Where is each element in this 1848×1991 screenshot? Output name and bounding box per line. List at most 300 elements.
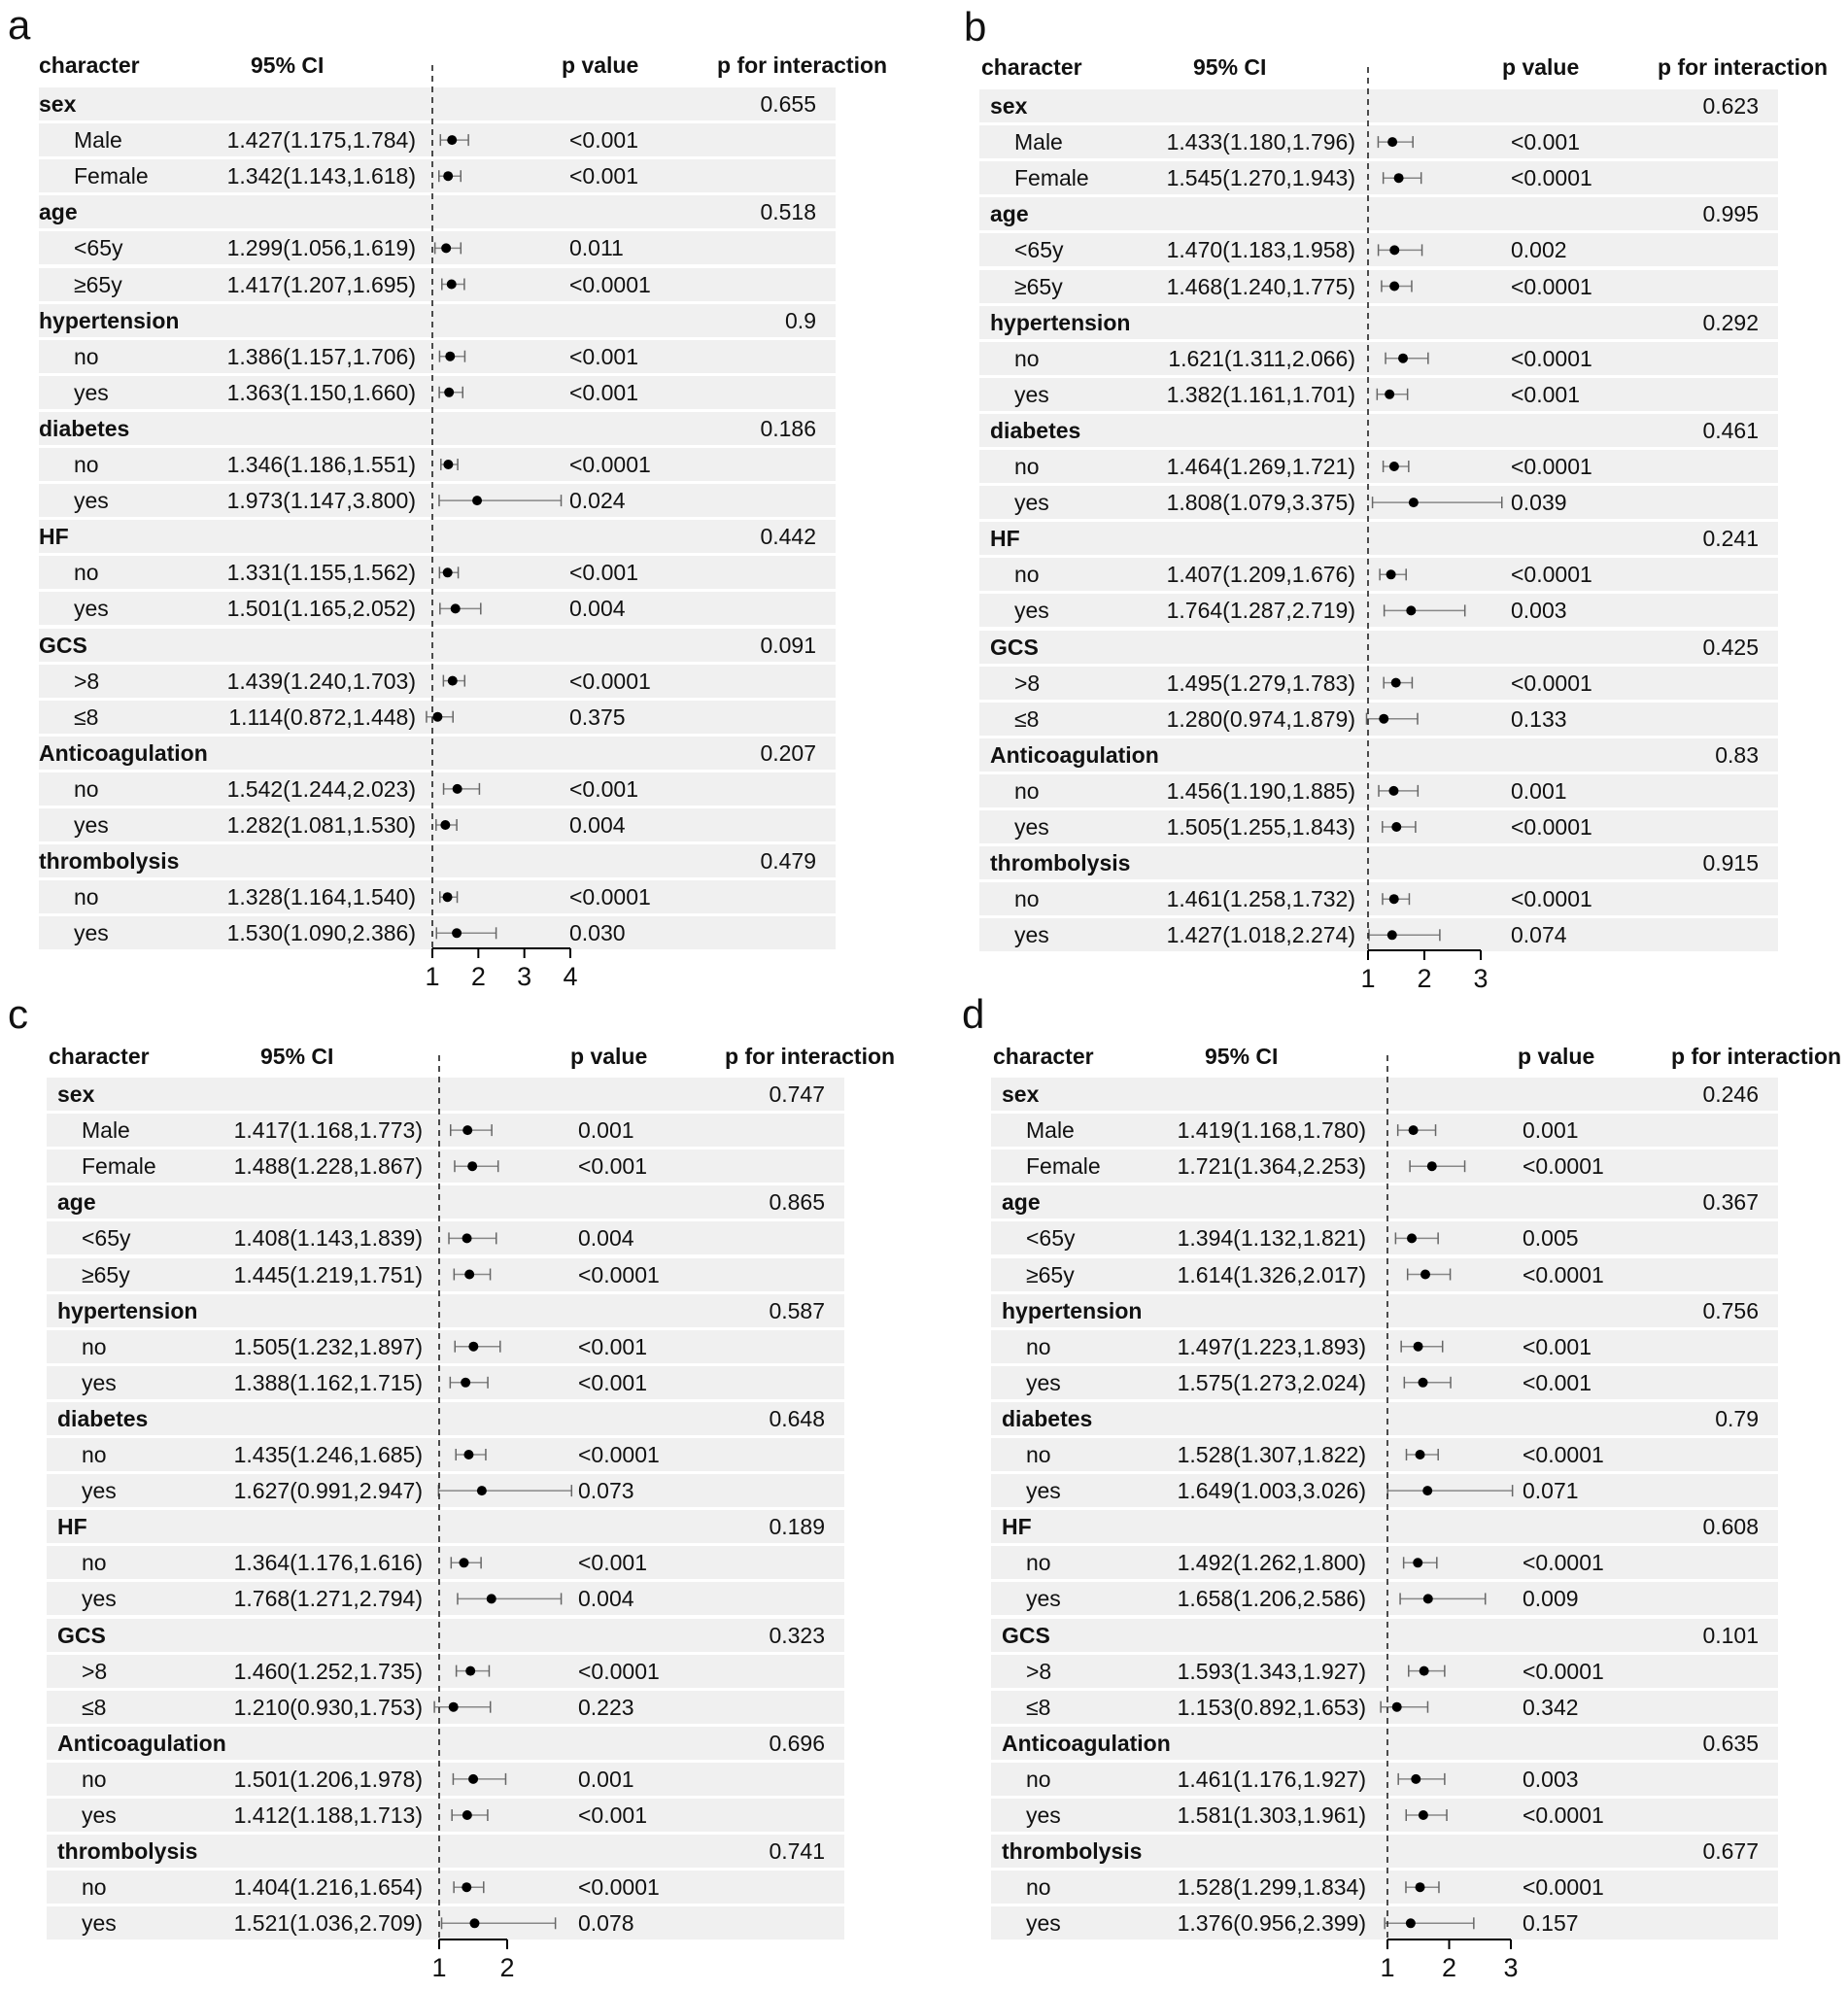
subgroup-label: ≥65y: [1014, 273, 1063, 299]
point-estimate: [1389, 894, 1399, 904]
p-value: 0.004: [578, 1225, 634, 1252]
estimate-ci: 1.764(1.287,2.719): [1166, 598, 1355, 624]
estimate-ci: 1.153(0.892,1.653): [1177, 1694, 1366, 1720]
p-value: <0.001: [569, 775, 638, 802]
item-row-background: [991, 1871, 1778, 1904]
subgroup-label: <65y: [74, 235, 123, 261]
estimate-ci: 1.412(1.188,1.713): [233, 1802, 423, 1828]
item-row-background: [47, 1438, 844, 1471]
subgroup-label: yes: [1014, 598, 1049, 624]
item-row-background: [979, 161, 1778, 194]
estimate-ci: 1.528(1.307,1.822): [1177, 1442, 1366, 1467]
estimate-ci: 1.461(1.176,1.927): [1177, 1766, 1366, 1792]
point-estimate: [461, 1378, 470, 1388]
panel-label: d: [962, 991, 985, 1037]
point-estimate: [1414, 1342, 1423, 1352]
point-estimate: [1413, 1558, 1422, 1567]
estimate-ci: 1.346(1.186,1.551): [226, 452, 416, 477]
estimate-ci: 1.505(1.255,1.843): [1166, 814, 1355, 840]
p-value: 0.004: [569, 812, 626, 838]
estimate-ci: 1.433(1.180,1.796): [1166, 129, 1355, 155]
subgroup-label: ≤8: [1026, 1694, 1051, 1720]
point-estimate: [447, 280, 457, 290]
header-95ci: 95% CI: [1193, 54, 1267, 80]
estimate-ci: 1.627(0.991,2.947): [233, 1478, 423, 1504]
p-value: <0.0001: [1511, 814, 1592, 840]
p-interaction-value: 0.587: [769, 1297, 825, 1323]
item-row-background: [39, 772, 836, 806]
estimate-ci: 1.545(1.270,1.943): [1166, 165, 1355, 191]
point-estimate: [467, 1161, 477, 1171]
p-value: <0.0001: [569, 271, 651, 297]
estimate-ci: 1.376(0.956,2.399): [1177, 1910, 1366, 1937]
group-label: Anticoagulation: [1002, 1730, 1171, 1756]
estimate-ci: 1.364(1.176,1.616): [233, 1550, 423, 1576]
subgroup-label: Female: [1014, 165, 1089, 191]
point-estimate: [1389, 282, 1399, 292]
item-row-background: [979, 667, 1778, 700]
item-row-background: [991, 1582, 1778, 1615]
p-value: <0.0001: [1523, 1550, 1604, 1576]
p-value: <0.001: [578, 1369, 647, 1395]
point-estimate: [464, 1270, 474, 1280]
group-label: sex: [990, 93, 1028, 119]
group-label: HF: [990, 526, 1020, 552]
point-estimate: [1379, 714, 1388, 724]
p-interaction-value: 0.83: [1715, 741, 1759, 768]
group-label: thrombolysis: [1002, 1838, 1143, 1865]
estimate-ci: 1.501(1.165,2.052): [226, 596, 416, 622]
estimate-ci: 1.363(1.150,1.660): [226, 379, 416, 405]
estimate-ci: 1.382(1.161,1.701): [1166, 381, 1355, 407]
point-estimate: [443, 460, 453, 469]
subgroup-label: yes: [1026, 1478, 1061, 1504]
subgroup-label: no: [1026, 1766, 1051, 1792]
point-estimate: [1407, 1233, 1417, 1243]
group-label: diabetes: [1002, 1405, 1093, 1431]
estimate-ci: 1.331(1.155,1.562): [226, 560, 416, 586]
estimate-ci: 1.721(1.364,2.253): [1177, 1153, 1366, 1180]
point-estimate: [1416, 1450, 1425, 1459]
point-estimate: [477, 1486, 487, 1495]
point-estimate: [1420, 1270, 1430, 1280]
item-row-background: [47, 1546, 844, 1579]
point-estimate: [1391, 822, 1401, 832]
subgroup-label: no: [1026, 1874, 1051, 1901]
subgroup-label: no: [1026, 1550, 1051, 1576]
estimate-ci: 1.342(1.143,1.618): [226, 163, 416, 189]
point-estimate: [469, 1918, 479, 1928]
estimate-ci: 1.394(1.132,1.821): [1177, 1225, 1366, 1252]
item-row-background: [39, 123, 836, 156]
header-p-interaction: p for interaction: [1671, 1044, 1842, 1069]
p-interaction-value: 0.442: [760, 524, 816, 550]
header-p-interaction: p for interaction: [725, 1044, 896, 1069]
point-estimate: [462, 1233, 472, 1243]
group-label: hypertension: [990, 309, 1131, 335]
header-95ci: 95% CI: [251, 52, 325, 78]
point-estimate: [463, 1450, 473, 1459]
p-interaction-value: 0.696: [769, 1730, 825, 1756]
estimate-ci: 1.530(1.090,2.386): [226, 920, 416, 946]
point-estimate: [451, 603, 461, 613]
item-row-background: [979, 270, 1778, 303]
p-interaction-value: 0.995: [1702, 201, 1759, 227]
subgroup-label: no: [82, 1333, 107, 1359]
p-value: <0.001: [578, 1550, 647, 1576]
p-value: <0.0001: [1511, 165, 1592, 191]
subgroup-label: yes: [74, 488, 109, 514]
p-value: <0.0001: [1523, 1442, 1604, 1467]
group-label: HF: [1002, 1514, 1032, 1540]
p-value: <0.001: [569, 127, 638, 154]
x-tick-label: 2: [1417, 964, 1432, 993]
item-row-background: [991, 1763, 1778, 1796]
p-value: <0.0001: [578, 1442, 660, 1467]
point-estimate: [462, 1810, 472, 1820]
p-value: <0.001: [1511, 129, 1580, 155]
point-estimate: [1416, 1882, 1425, 1892]
point-estimate: [1422, 1486, 1432, 1495]
p-value: <0.0001: [578, 1874, 660, 1901]
estimate-ci: 1.492(1.262,1.800): [1177, 1550, 1366, 1576]
subgroup-label: >8: [1014, 669, 1041, 696]
subgroup-label: Male: [74, 127, 122, 154]
point-estimate: [1420, 1666, 1429, 1676]
estimate-ci: 1.614(1.326,2.017): [1177, 1261, 1366, 1287]
group-label: sex: [1002, 1081, 1040, 1107]
estimate-ci: 1.464(1.269,1.721): [1166, 454, 1355, 479]
header-character: character: [981, 54, 1082, 80]
item-row-background: [47, 1799, 844, 1832]
subgroup-label: no: [82, 1550, 107, 1576]
estimate-ci: 1.505(1.232,1.897): [233, 1333, 423, 1359]
estimate-ci: 1.542(1.244,2.023): [226, 775, 416, 802]
subgroup-label: no: [1014, 562, 1040, 588]
estimate-ci: 1.808(1.079,3.375): [1166, 490, 1355, 516]
group-label: hypertension: [39, 307, 180, 333]
group-label: GCS: [1002, 1622, 1050, 1648]
header-p-value: p value: [1502, 54, 1580, 80]
point-estimate: [459, 1558, 468, 1567]
item-row-background: [47, 1150, 844, 1183]
p-interaction-value: 0.091: [760, 632, 816, 658]
item-row-background: [991, 1221, 1778, 1254]
p-value: <0.001: [1511, 381, 1580, 407]
estimate-ci: 1.404(1.216,1.654): [233, 1874, 423, 1901]
p-value: <0.001: [578, 1153, 647, 1180]
header-p-interaction: p for interaction: [1658, 54, 1829, 80]
point-estimate: [487, 1594, 496, 1603]
point-estimate: [1409, 1125, 1419, 1135]
p-value: <0.0001: [1523, 1874, 1604, 1901]
estimate-ci: 1.649(1.003,3.026): [1177, 1478, 1366, 1504]
group-label: GCS: [990, 634, 1039, 660]
x-tick-label: 2: [1441, 1953, 1457, 1982]
p-value: 0.004: [569, 596, 626, 622]
subgroup-label: no: [74, 775, 99, 802]
point-estimate: [432, 712, 442, 722]
p-value: 0.157: [1523, 1910, 1579, 1937]
item-row-background: [979, 558, 1778, 591]
p-interaction-value: 0.246: [1702, 1081, 1759, 1107]
item-row-background: [39, 159, 836, 192]
subgroup-label: no: [74, 560, 99, 586]
group-label: Anticoagulation: [39, 739, 208, 766]
point-estimate: [1406, 605, 1416, 615]
item-row-background: [39, 376, 836, 409]
p-interaction-value: 0.741: [769, 1838, 825, 1865]
point-estimate: [1398, 354, 1408, 363]
item-row-background: [991, 1366, 1778, 1399]
point-estimate: [1392, 1702, 1402, 1712]
point-estimate: [1394, 173, 1404, 183]
subgroup-label: yes: [1026, 1910, 1061, 1937]
p-value: <0.0001: [1523, 1153, 1604, 1180]
point-estimate: [1423, 1594, 1433, 1603]
p-interaction-value: 0.756: [1702, 1297, 1759, 1323]
group-label: diabetes: [990, 417, 1081, 443]
estimate-ci: 1.435(1.246,1.685): [233, 1442, 423, 1467]
point-estimate: [453, 784, 462, 794]
group-label: hypertension: [57, 1297, 198, 1323]
p-value: <0.0001: [569, 668, 651, 694]
x-tick-label: 1: [431, 1953, 447, 1982]
group-label: thrombolysis: [39, 848, 180, 875]
item-row-background: [979, 342, 1778, 375]
p-interaction-value: 0.323: [769, 1622, 825, 1648]
point-estimate: [1386, 569, 1396, 579]
estimate-ci: 1.460(1.252,1.735): [233, 1658, 423, 1684]
header-character: character: [39, 52, 140, 78]
point-estimate: [1427, 1161, 1437, 1171]
estimate-ci: 1.497(1.223,1.893): [1177, 1333, 1366, 1359]
subgroup-label: yes: [74, 812, 109, 838]
item-row-background: [47, 1114, 844, 1147]
estimate-ci: 1.280(0.974,1.879): [1166, 705, 1355, 732]
item-row-background: [991, 1330, 1778, 1363]
subgroup-label: ≥65y: [82, 1261, 130, 1287]
point-estimate: [468, 1342, 478, 1352]
subgroup-label: ≥65y: [1026, 1261, 1075, 1287]
group-label: sex: [57, 1081, 95, 1107]
item-row-background: [47, 1582, 844, 1615]
group-label: Anticoagulation: [990, 741, 1159, 768]
p-value: 0.223: [578, 1694, 634, 1720]
p-value: 0.024: [569, 488, 626, 514]
subgroup-label: Male: [1014, 129, 1063, 155]
estimate-ci: 1.210(0.930,1.753): [233, 1694, 423, 1720]
item-row-background: [991, 1474, 1778, 1507]
point-estimate: [1388, 786, 1398, 796]
subgroup-label: no: [74, 452, 99, 477]
estimate-ci: 1.417(1.168,1.773): [233, 1117, 423, 1144]
subgroup-label: no: [82, 1874, 107, 1901]
item-row-background: [991, 1258, 1778, 1291]
group-label: age: [39, 199, 78, 225]
point-estimate: [448, 676, 458, 686]
p-value: 0.078: [578, 1910, 634, 1937]
subgroup-label: yes: [82, 1802, 117, 1828]
subgroup-label: Female: [74, 163, 149, 189]
point-estimate: [1419, 1378, 1428, 1388]
subgroup-label: ≤8: [74, 704, 99, 730]
point-estimate: [441, 243, 451, 253]
estimate-ci: 1.328(1.164,1.540): [226, 884, 416, 910]
panel-label: c: [8, 991, 28, 1037]
item-row-background: [979, 594, 1778, 627]
p-interaction-value: 0.189: [769, 1514, 825, 1540]
point-estimate: [1385, 390, 1394, 399]
group-label: hypertension: [1002, 1297, 1143, 1323]
p-value: <0.001: [569, 560, 638, 586]
group-label: diabetes: [57, 1405, 149, 1431]
p-value: 0.030: [569, 920, 626, 946]
estimate-ci: 1.495(1.279,1.783): [1166, 669, 1355, 696]
item-row-background: [991, 1799, 1778, 1832]
estimate-ci: 1.299(1.056,1.619): [226, 235, 416, 261]
subgroup-label: yes: [82, 1910, 117, 1937]
p-interaction-value: 0.635: [1702, 1730, 1759, 1756]
group-label: age: [57, 1189, 96, 1216]
item-row-background: [39, 448, 836, 481]
subgroup-label: ≥65y: [74, 271, 122, 297]
p-interaction-value: 0.461: [1702, 417, 1759, 443]
p-value: <0.0001: [1511, 886, 1592, 912]
group-label: HF: [39, 524, 69, 550]
header-character: character: [49, 1044, 150, 1069]
subgroup-label: yes: [82, 1478, 117, 1504]
p-interaction-value: 0.207: [760, 739, 816, 766]
x-tick-label: 3: [1473, 964, 1489, 993]
group-label: thrombolysis: [57, 1838, 198, 1865]
subgroup-label: >8: [82, 1658, 108, 1684]
p-value: <0.001: [569, 163, 638, 189]
item-row-background: [47, 1366, 844, 1399]
x-tick-label: 1: [1360, 964, 1376, 993]
header-95ci: 95% CI: [260, 1044, 334, 1069]
p-value: 0.001: [1523, 1117, 1579, 1144]
p-value: <0.001: [578, 1333, 647, 1359]
p-value: 0.011: [569, 235, 624, 261]
item-row-background: [39, 665, 836, 698]
item-row-background: [47, 1655, 844, 1688]
item-row-background: [39, 592, 836, 625]
item-row-background: [47, 1871, 844, 1904]
p-value: 0.071: [1523, 1478, 1579, 1504]
header-p-value: p value: [562, 52, 639, 78]
estimate-ci: 1.528(1.299,1.834): [1177, 1874, 1366, 1901]
point-estimate: [445, 352, 455, 361]
group-label: HF: [57, 1514, 87, 1540]
panel-label: a: [8, 2, 31, 48]
p-interaction-value: 0.241: [1702, 526, 1759, 552]
estimate-ci: 1.468(1.240,1.775): [1166, 273, 1355, 299]
group-label: GCS: [39, 632, 87, 658]
p-value: 0.039: [1511, 490, 1567, 516]
subgroup-label: yes: [74, 596, 109, 622]
subgroup-label: yes: [1014, 490, 1049, 516]
p-value: 0.133: [1511, 705, 1567, 732]
p-value: 0.003: [1523, 1766, 1579, 1792]
estimate-ci: 1.973(1.147,3.800): [226, 488, 416, 514]
estimate-ci: 1.575(1.273,2.024): [1177, 1369, 1366, 1395]
estimate-ci: 1.445(1.219,1.751): [233, 1261, 423, 1287]
p-value: <0.001: [1523, 1369, 1591, 1395]
point-estimate: [1419, 1810, 1428, 1820]
p-interaction-value: 0.648: [769, 1405, 825, 1431]
x-tick-label: 3: [1503, 1953, 1519, 1982]
subgroup-label: yes: [1014, 381, 1049, 407]
p-interaction-value: 0.479: [760, 848, 816, 875]
p-value: 0.001: [578, 1766, 634, 1792]
estimate-ci: 1.658(1.206,2.586): [1177, 1586, 1366, 1612]
p-value: <0.0001: [578, 1261, 660, 1287]
x-tick-label: 4: [563, 962, 578, 991]
item-row-background: [991, 1150, 1778, 1183]
x-tick-label: 2: [470, 962, 486, 991]
p-interaction-value: 0.101: [1702, 1622, 1759, 1648]
p-value: 0.375: [569, 704, 626, 730]
point-estimate: [1409, 498, 1419, 507]
estimate-ci: 1.461(1.258,1.732): [1166, 886, 1355, 912]
subgroup-label: no: [1014, 777, 1040, 804]
subgroup-label: <65y: [1014, 237, 1064, 263]
p-value: 0.073: [578, 1478, 634, 1504]
estimate-ci: 1.114(0.872,1.448): [228, 704, 416, 730]
point-estimate: [1387, 930, 1397, 940]
estimate-ci: 1.417(1.207,1.695): [226, 271, 416, 297]
estimate-ci: 1.408(1.143,1.839): [233, 1225, 423, 1252]
subgroup-label: ≤8: [82, 1694, 107, 1720]
estimate-ci: 1.470(1.183,1.958): [1166, 237, 1355, 263]
subgroup-label: >8: [1026, 1658, 1052, 1684]
x-tick-label: 1: [425, 962, 440, 991]
p-value: 0.001: [1511, 777, 1567, 804]
x-tick-label: 2: [499, 1953, 515, 1982]
p-value: 0.005: [1523, 1225, 1579, 1252]
x-tick-label: 3: [517, 962, 532, 991]
subgroup-label: yes: [1026, 1586, 1061, 1612]
subgroup-label: no: [74, 343, 99, 369]
subgroup-label: ≤8: [1014, 705, 1040, 732]
point-estimate: [472, 496, 482, 505]
subgroup-label: no: [82, 1766, 107, 1792]
header-p-interaction: p for interaction: [717, 52, 888, 78]
estimate-ci: 1.768(1.271,2.794): [233, 1586, 423, 1612]
group-label: GCS: [57, 1622, 106, 1648]
p-value: <0.0001: [578, 1658, 660, 1684]
estimate-ci: 1.386(1.157,1.706): [226, 343, 416, 369]
p-value: <0.0001: [1523, 1261, 1604, 1287]
point-estimate: [1391, 678, 1401, 688]
p-value: <0.0001: [1523, 1802, 1604, 1828]
header-95ci: 95% CI: [1205, 1044, 1279, 1069]
p-value: 0.009: [1523, 1586, 1579, 1612]
point-estimate: [1411, 1774, 1420, 1784]
group-label: age: [1002, 1189, 1041, 1216]
p-value: 0.342: [1523, 1694, 1579, 1720]
item-row-background: [47, 1330, 844, 1363]
group-label: sex: [39, 91, 77, 117]
point-estimate: [1406, 1918, 1416, 1928]
point-estimate: [465, 1666, 475, 1676]
p-value: <0.0001: [1511, 345, 1592, 371]
estimate-ci: 1.427(1.018,2.274): [1166, 922, 1355, 948]
subgroup-label: no: [1014, 454, 1040, 479]
p-interaction-value: 0.9: [785, 307, 816, 333]
estimate-ci: 1.419(1.168,1.780): [1177, 1117, 1366, 1144]
